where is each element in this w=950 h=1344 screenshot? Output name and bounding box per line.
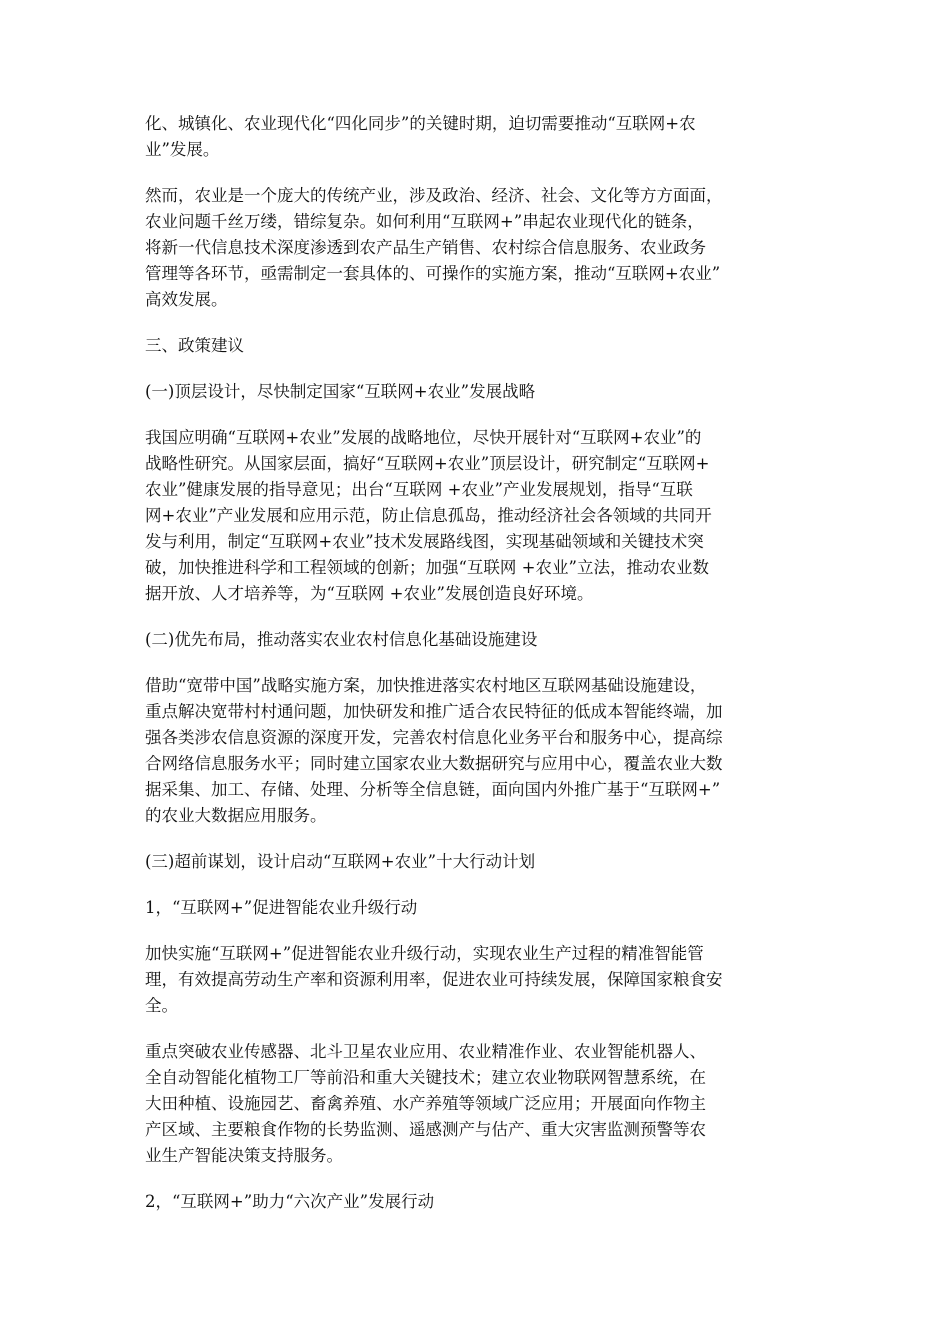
subsection-heading: (二)优先布局，推动落实农业农村信息化基础设施建设 [145,630,538,649]
text-line: 借助“宽带中国”战略实施方案，加快推进落实农村地区互联网基础设施建设， [145,676,707,695]
text-line: 业生产智能决策支持服务。 [145,1146,343,1165]
text-line: 重点突破农业传感器、北斗卫星农业应用、农业精准作业、农业智能机器人、 [145,1042,706,1061]
item-heading: 1，“互联网+”促进智能农业升级行动 [145,898,418,917]
text-line: 业”发展。 [145,140,220,159]
paragraph [145,111,813,163]
text-line: 高效发展。 [145,290,228,309]
text-line: 全自动智能化植物工厂等前沿和重大关键技术；建立农业物联网智慧系统，在 [145,1068,706,1087]
text-line: 全。 [145,996,178,1015]
text-line: 农业”健康发展的指导意见；出台“互联网 +农业”产业发展规划，指导“互联 [145,480,693,499]
text-line: 产区域、主要粮食作物的长势监测、遥感测产与估产、重大灾害监测预警等农 [145,1120,706,1139]
paragraph [145,1039,813,1169]
text-line: 加快实施“互联网+”促进智能农业升级行动，实现农业生产过程的精准智能管 [145,944,704,963]
text-line: 据开放、人才培养等，为“互联网 +农业”发展创造良好环境。 [145,584,594,603]
text-line: 的农业大数据应用服务。 [145,806,327,825]
text-line: 然而，农业是一个庞大的传统产业，涉及政治、经济、社会、文化等方方面面， [145,186,723,205]
text-line: 我国应明确“互联网+农业”发展的战略地位，尽快开展针对“互联网+农业”的 [145,428,702,447]
paragraph [145,425,813,607]
paragraph [145,673,813,829]
text-line: 强各类涉农信息资源的深度开发，完善农村信息化业务平台和服务中心，提高综 [145,728,723,747]
text-line: 将新一代信息技术深度渗透到农产品生产销售、农村综合信息服务、农业政务 [145,238,706,257]
text-line: 破，加快推进科学和工程领域的创新；加强“互联网 +农业”立法，推动农业数 [145,558,709,577]
paragraph [145,183,813,313]
text-line: 战略性研究。从国家层面，搞好“互联网+农业”顶层设计，研究制定“互联网+ [145,454,710,473]
paragraph [145,941,813,1019]
text-line: 据采集、加工、存储、处理、分析等全信息链，面向国内外推广基于“互联网+” [145,780,721,799]
document-page [145,111,813,1235]
text-line: 重点解决宽带村村通问题，加快研发和推广适合农民特征的低成本智能终端，加 [145,702,723,721]
text-line: 发与利用，制定“互联网+农业”技术发展路线图，实现基础领域和关键技术突 [145,532,704,551]
text-line: 化、城镇化、农业现代化“四化同步”的关键时期，迫切需要推动“互联网+农 [145,114,696,133]
text-line: 大田种植、设施园艺、畜禽养殖、水产养殖等领域广泛应用；开展面向作物主 [145,1094,706,1113]
text-line: 管理等各环节，亟需制定一套具体的、可操作的实施方案，推动“互联网+农业” [145,264,721,283]
text-line: 网+农业”产业发展和应用示范，防止信息孤岛，推动经济社会各领域的共同开 [145,506,712,525]
item-heading: 2，“互联网+”助力“六次产业”发展行动 [145,1192,435,1211]
text-line: 农业问题千丝万缕，错综复杂。如何利用“互联网+”串起农业现代化的链条， [145,212,704,231]
text-line: 合网络信息服务水平；同时建立国家农业大数据研究与应用中心，覆盖农业大数 [145,754,723,773]
text-line: 理，有效提高劳动生产率和资源利用率，促进农业可持续发展，保障国家粮食安 [145,970,723,989]
subsection-heading: (三)超前谋划，设计启动“互联网+农业”十大行动计划 [145,852,536,871]
section-heading: 三、政策建议 [145,336,244,355]
subsection-heading: (一)顶层设计，尽快制定国家“互联网+农业”发展战略 [145,382,536,401]
